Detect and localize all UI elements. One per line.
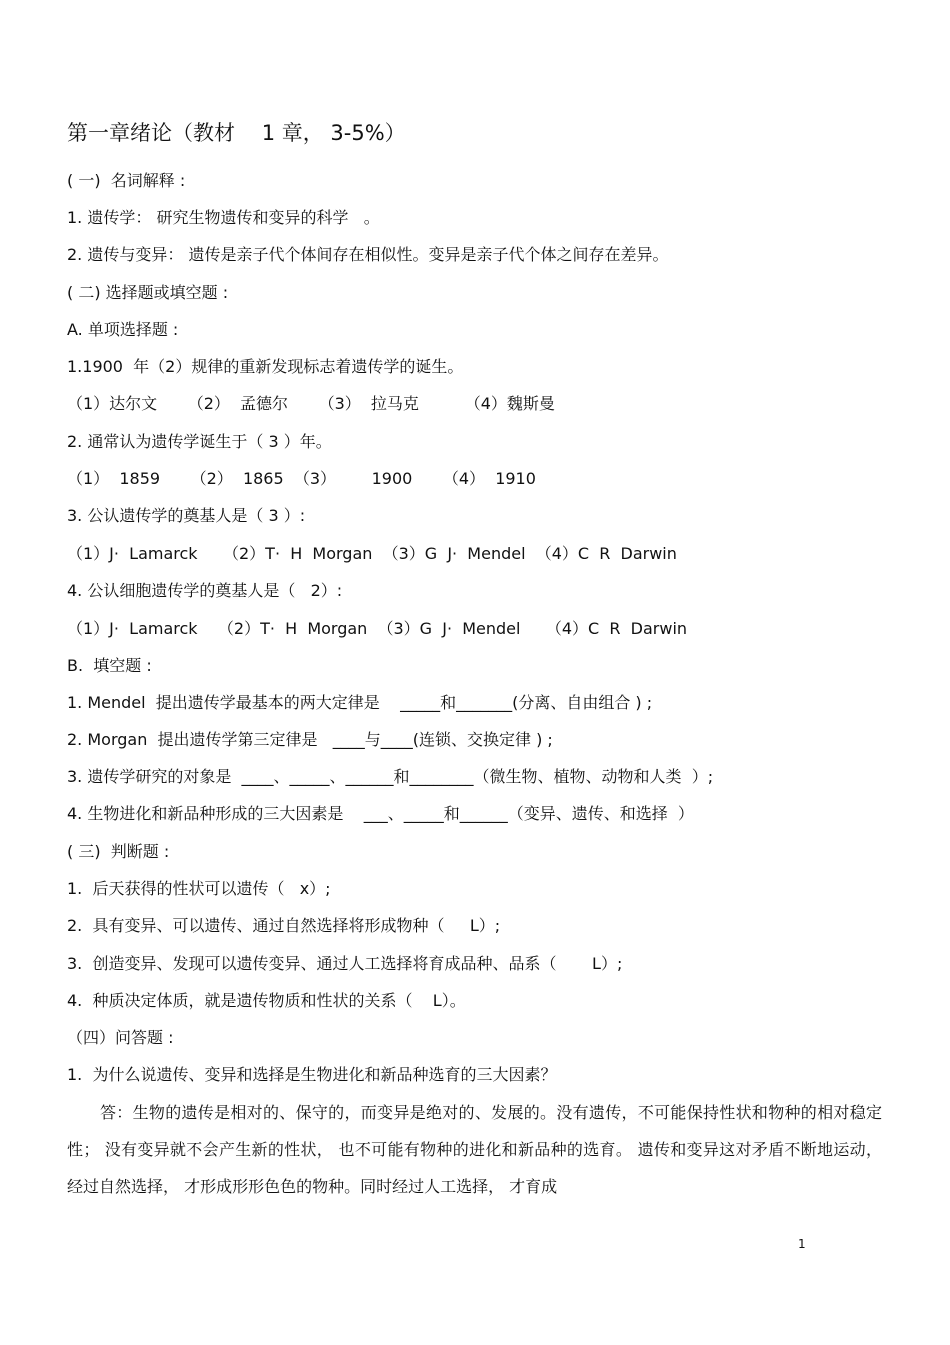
answer-paragraph: 答：生物的遗传是相对的、保守的，而变异是绝对的、发展的。没有遗传，不可能保持性状和物种的相对稳定性； 没有变异就不会产生新的性状， 也不可能有物种的进化和新品种的选育。 遗传和变异这对矛盾不断地运动，经过自然选择， 才形成形形色色的物种。同时经过人工选择， 才育成: [67, 1103, 882, 1196]
fill-blank-line: 1. Mendel 提出遗传学最基本的两大定律是 _____和_______(分离、自由组合 ) ;: [67, 693, 653, 712]
judgement-line: 1. 后天获得的性状可以遗传（ x）;: [67, 879, 331, 898]
fill-blank-line: 3. 遗传学研究的对象是 ____、_____、______和________（微生物、植物、动物和人类 ）;: [67, 767, 714, 786]
subsection-heading: B. 填空题 :: [67, 656, 152, 675]
chapter-title: 第一章绪论（教材 1 章， 3-5%）: [67, 121, 406, 145]
section-heading: ( 二) 选择题或填空题 :: [67, 283, 229, 302]
judgement-line: 3. 创造变异、发现可以遗传变异、通过人工选择将育成品种、品系（ L）;: [67, 954, 623, 973]
options-line: （1）J· Lamarck （2）T· H Morgan （3）G J· Mendel （4）C R Darwin: [67, 544, 677, 563]
fill-blank-line: 4. 生物进化和新品种形成的三大因素是 ___、_____和______（变异、遗传、和选择 ）: [67, 804, 694, 823]
section-heading: （四）问答题 :: [67, 1028, 174, 1047]
text-line: 2. 遗传与变异： 遗传是亲子代个体间存在相似性。变异是亲子代个体之间存在差异。: [67, 245, 669, 264]
question-line: 2. 通常认为遗传学诞生于（ 3 ）年。: [67, 432, 332, 451]
question-line: 1. 为什么说遗传、变异和选择是生物进化和新品种选育的三大因素？: [67, 1065, 557, 1084]
section-heading: ( 三) 判断题 :: [67, 842, 170, 861]
options-line: （1） 1859 （2） 1865 （3） 1900 （4） 1910: [67, 469, 536, 488]
options-line: （1）达尔文 （2） 孟德尔 （3） 拉马克 （4）魏斯曼: [67, 394, 555, 413]
fill-blank-line: 2. Morgan 提出遗传学第三定律是 ____与____(连锁、交换定律 ) ;: [67, 730, 553, 749]
question-line: 4. 公认细胞遗传学的奠基人是（ 2）:: [67, 581, 343, 600]
text-line: 1. 遗传学： 研究生物遗传和变异的科学 。: [67, 208, 380, 227]
judgement-line: 2. 具有变异、可以遗传、通过自然选择将形成物种（ L）;: [67, 916, 501, 935]
section-heading: ( 一) 名词解释 :: [67, 171, 186, 190]
subsection-heading: A. 单项选择题 :: [67, 320, 179, 339]
page-number: 1: [798, 1237, 806, 1251]
judgement-line: 4. 种质决定体质，就是遗传物质和性状的关系（ L）。: [67, 991, 466, 1010]
question-line: 3. 公认遗传学的奠基人是（ 3 ）:: [67, 506, 306, 525]
question-line: 1.1900 年（2）规律的重新发现标志着遗传学的诞生。: [67, 357, 464, 376]
options-line: （1）J· Lamarck （2）T· H Morgan （3）G J· Mendel （4）C R Darwin: [67, 619, 688, 638]
